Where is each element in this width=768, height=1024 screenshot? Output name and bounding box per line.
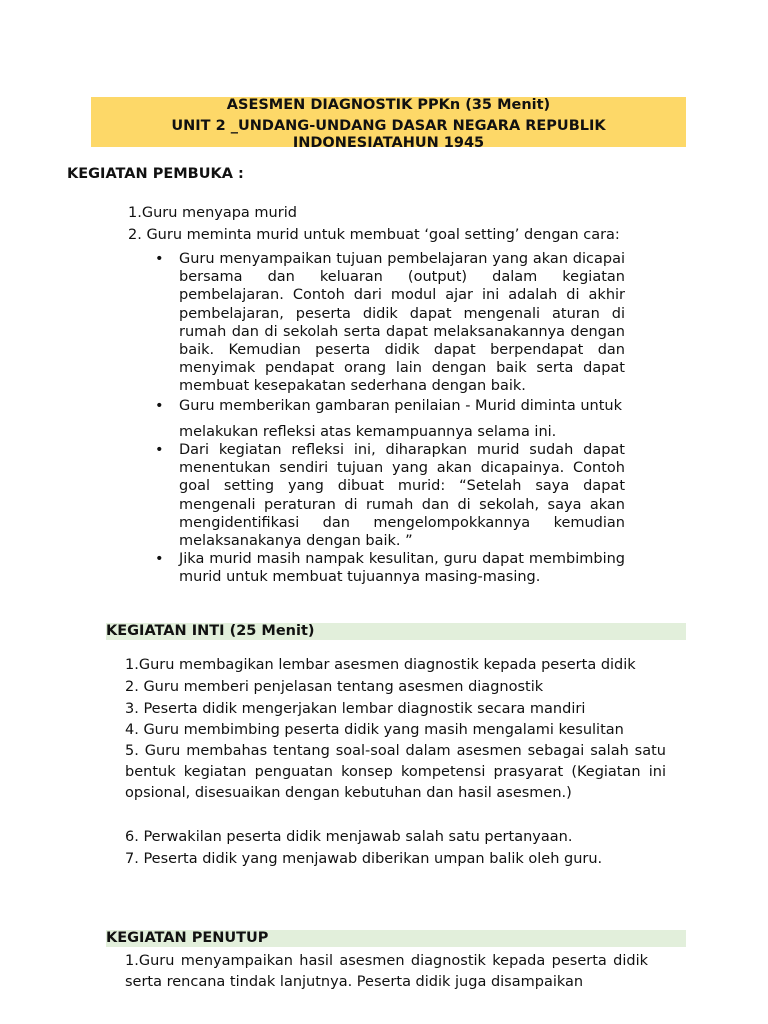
list-item: 2. Guru meminta murid untuk membuat ‘goal setting’ dengan cara: — [128, 227, 620, 243]
document-subtitle-line2: INDONESIATAHUN 1945 — [292, 135, 485, 147]
bullet-icon: • — [155, 551, 164, 567]
bullet-text: Jika murid masih nampak kesulitan, guru dapat membimbing murid untuk membuat tujuannya masing-masing. — [179, 551, 625, 586]
bullet-icon: • — [155, 398, 164, 414]
document-title: ASESMEN DIAGNOSTIK PPKn (35 Menit) — [226, 97, 551, 113]
section-heading-pembuka: KEGIATAN PEMBUKA : — [67, 166, 244, 182]
bullet-text-continuation: melakukan refleksi atas kemampuannya selama ini. — [179, 424, 557, 440]
bullet-icon: • — [155, 251, 164, 267]
list-item: 1.Guru menyapa murid — [128, 205, 297, 221]
document-title-box — [91, 97, 686, 147]
document-subtitle-line1: UNIT 2 _UNDANG-UNDANG DASAR NEGARA REPUBLIK — [171, 118, 606, 134]
list-item: 1.Guru menyampaikan hasil asesmen diagnostik kepada peserta didik serta rencana tindak lanjutnya. Peserta didik juga disampaikan — [125, 953, 648, 990]
list-item: 4. Guru membimbing peserta didik yang masih mengalami kesulitan — [125, 722, 624, 738]
bullet-text: Guru memberikan gambaran penilaian - Murid diminta untuk — [179, 398, 622, 414]
list-item: 7. Peserta didik yang menjawab diberikan umpan balik oleh guru. — [125, 851, 603, 867]
bullet-text: Dari kegiatan refleksi ini, diharapkan murid sudah dapat menentukan sendiri tujuan yang akan dicapainya. Contoh goal setting yang dibuat murid: “Setelah saya dapat mengenali peraturan di rumah dan di sekolah, saya akan mengidentifikasi dan mengelompokkannya kemudian melaksanakanya dengan baik. ” — [179, 442, 625, 550]
bullet-icon: • — [155, 442, 164, 458]
list-item: 6. Perwakilan peserta didik menjawab salah satu pertanyaan. — [125, 829, 573, 845]
list-item: 2. Guru memberi penjelasan tentang asesmen diagnostik — [125, 679, 544, 695]
list-item: 1.Guru membagikan lembar asesmen diagnostik kepada peserta didik — [125, 657, 636, 673]
list-item: 5. Guru membahas tentang soal-soal dalam asesmen sebagai salah satu bentuk kegiatan penguatan konsep kompetensi prasyarat (Kegiatan ini opsional, disesuaikan dengan kebutuhan dan hasil asesmen.) — [125, 743, 666, 801]
section-heading-penutup: KEGIATAN PENUTUP — [106, 930, 686, 947]
document-subtitle — [91, 118, 686, 147]
list-item: 3. Peserta didik mengerjakan lembar diagnostik secara mandiri — [125, 701, 586, 717]
bullet-text: Guru menyampaikan tujuan pembelajaran yang akan dicapai bersama dan keluaran (output) dalam kegiatan pembelajaran. Contoh dari modul ajar ini adalah di akhir pembelajaran, peserta didik dapat mengenali aturan di rumah dan di sekolah serta dapat melaksanakannya dengan baik. Kemudian peserta didik dapat berpendapat dan menyimak pendapat orang lain dengan baik serta dapat membuat kesepakatan sederhana dengan baik. — [179, 251, 625, 395]
section-heading-inti: KEGIATAN INTI (25 Menit) — [106, 623, 686, 640]
